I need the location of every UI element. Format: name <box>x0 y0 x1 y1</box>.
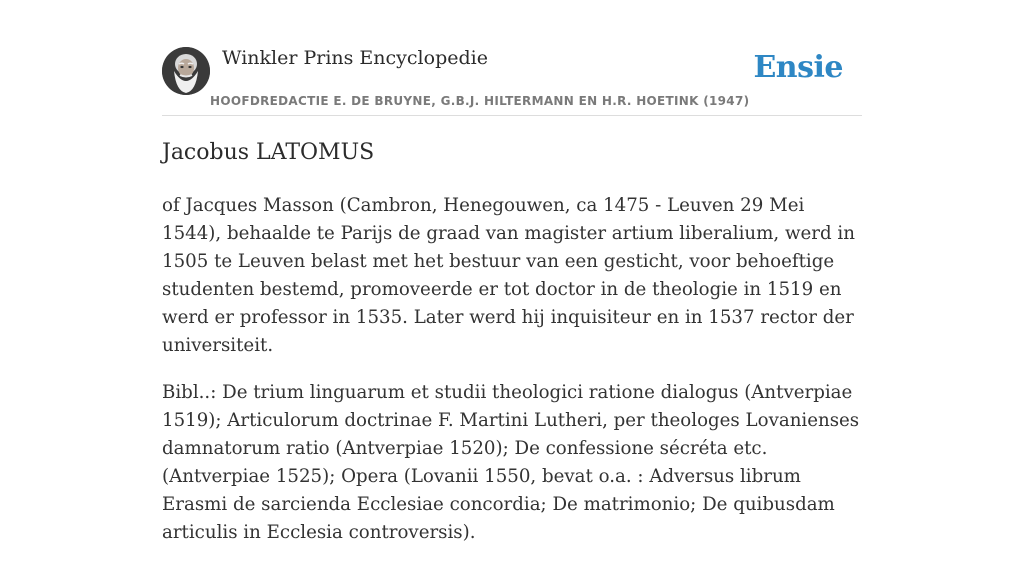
avatar <box>162 47 210 95</box>
bibliography-paragraph: Bibl..: De trium linguarum et studii theologici ratione dialogus (Antverpiae 1519); Articulorum doctrinae F. Martini Lutheri, per theologes Lovanienses damnatorum ratio (Antverpiae 1520); De confessione sécréta etc. (Antverpiae 1525); Opera (Lovanii 1550, bevat o.a. : Adversus librum Erasmi de sarcienda Ecclesiae concordia; De matrimonio; De quibusdam articulis in Ecclesia controversis). <box>162 382 860 543</box>
bearded-man-portrait-icon <box>162 47 210 95</box>
editors-line: HOOFDREDACTIE E. DE BRUYNE, G.B.J. HILTERMANN EN H.R. HOETINK (1947) <box>210 94 750 108</box>
ensie-logo[interactable]: Ensie <box>753 50 843 85</box>
site-header <box>162 44 862 116</box>
article-title: Jacobus LATOMUS <box>162 140 375 165</box>
article-paragraph: of Jacques Masson (Cambron, Henegouwen, ca 1475 - Leuven 29 Mei 1544), behaalde te Parijs de graad van magister artium liberalium, werd in 1505 te Leuven belast met het bestuur van een gesticht, voor behoeftige studenten bestemd, promoveerde er tot doctor in de theologie in 1519 en werd er professor in 1535. Later werd hij inquisiteur en in 1537 rector der universiteit. <box>162 195 855 356</box>
encyclopedia-title[interactable]: Winkler Prins Encyclopedie <box>222 47 488 69</box>
article-body <box>162 192 866 566</box>
